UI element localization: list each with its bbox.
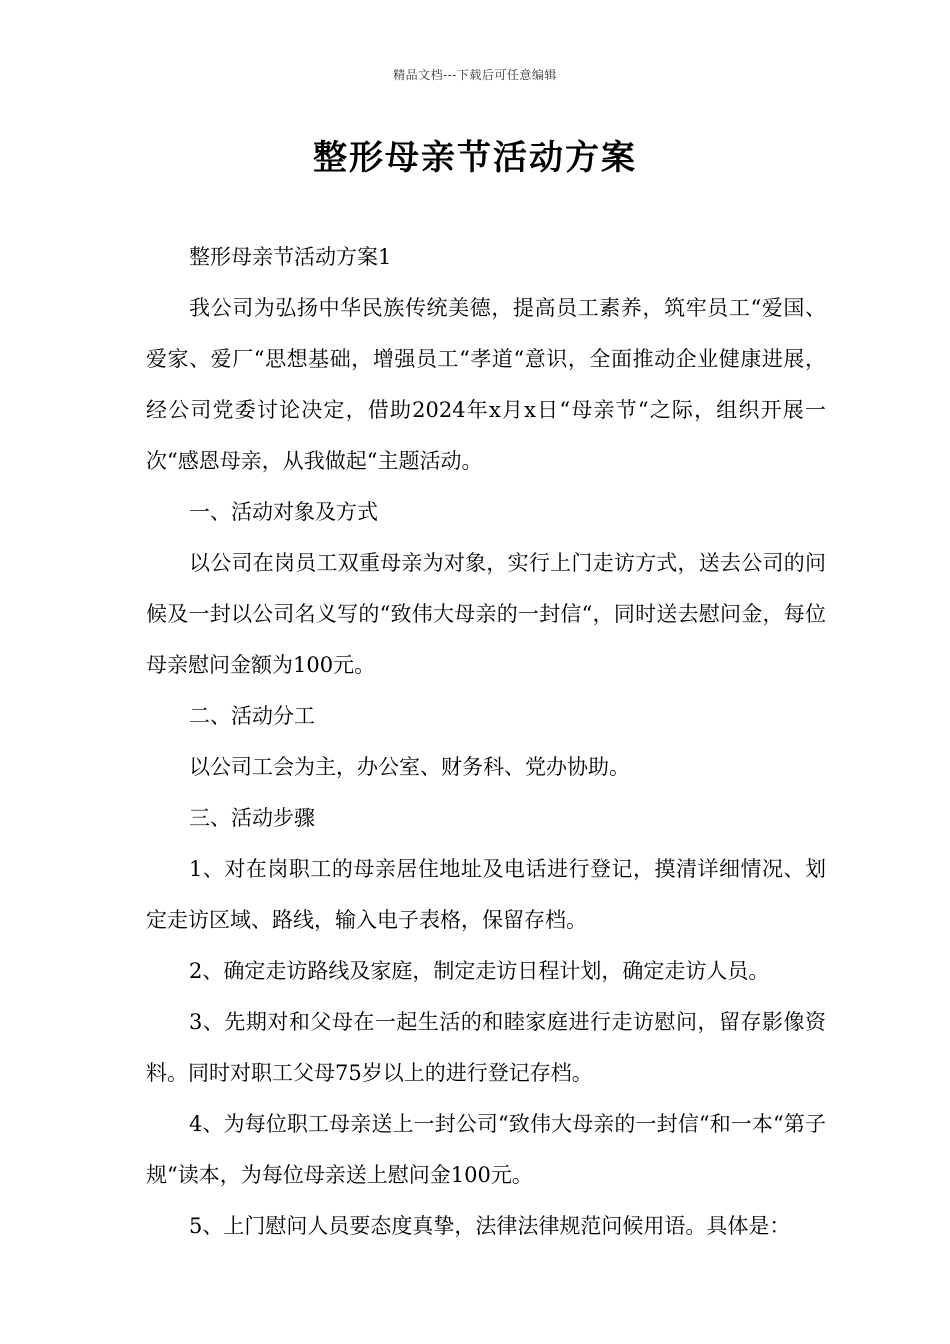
step-2-paragraph: 2、确定走访路线及家庭，制定走访日程计划，确定走访人员。 [189,959,770,983]
section-heading-1: 一、活动对象及方式 [189,500,378,524]
section-1-paragraph: 以公司在岗员工双重母亲为对象，实行上门走访方式，送去公司的问候及一封以公司名义写的“致伟大母亲的一封信“，同时送去慰问金，每位母亲慰问金额为100元。 [146,551,826,677]
document-title: 整形母亲节活动方案 [313,138,637,178]
section-heading-3: 三、活动步骤 [189,806,315,830]
step-4-paragraph: 4、为每位职工母亲送上一封公司“致伟大母亲的一封信“和一本“第子规“读本，为每位母亲送上慰问金100元。 [146,1112,826,1187]
step-5-paragraph: 5、上门慰问人员要态度真挚，法律法律规范问候用语。具体是： [189,1214,791,1238]
step-3-paragraph: 3、先期对和父母在一起生活的和睦家庭进行走访慰问，留存影像资料。同时对职工父母75岁以上的进行登记存档。 [146,1010,826,1085]
subtitle-paragraph: 整形母亲节活动方案1 [189,245,392,269]
section-heading-2: 二、活动分工 [189,704,315,728]
intro-paragraph: 我公司为弘扬中华民族传统美德，提高员工素养，筑牢员工“爱国、爱家、爱厂“思想基础，增强员工“孝道“意识，全面推动企业健康进展，经公司党委讨论决定，借助2024年x月x日“母亲节“之际，组织开展一次“感恩母亲，从我做起“主题活动。 [146,296,826,473]
section-2-paragraph: 以公司工会为主，办公室、财务科、党办协助。 [189,755,630,779]
header-note: 精品文档---下载后可任意编辑 [393,68,557,82]
step-1-paragraph: 1、对在岗职工的母亲居住地址及电话进行登记，摸清详细情况、划定走访区域、路线，输入电子表格，保留存档。 [146,857,826,932]
document-body [146,232,826,1252]
